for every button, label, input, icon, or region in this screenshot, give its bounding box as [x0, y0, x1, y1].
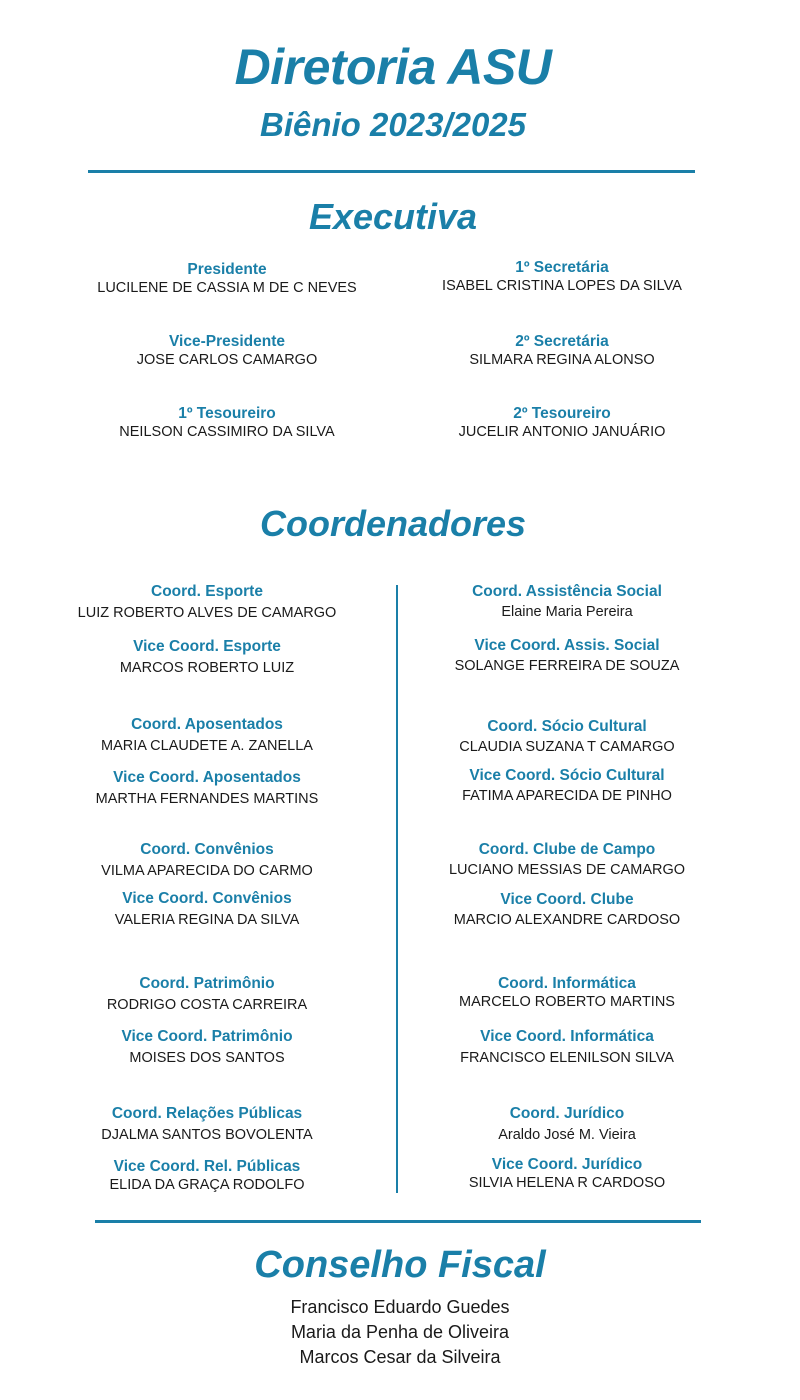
- role-label: Coord. Patrimônio: [139, 975, 275, 992]
- member-name: VILMA APARECIDA DO CARMO: [101, 863, 313, 879]
- coordenador-entry: [397, 582, 737, 622]
- fiscal-member: Marcos Cesar da Silveira: [299, 1347, 501, 1367]
- coordenador-entry: [397, 1104, 737, 1145]
- member-name: MOISES DOS SANTOS: [129, 1050, 285, 1066]
- page-title: Diretoria ASU: [234, 39, 552, 95]
- role-label: Vice Coord. Assis. Social: [474, 637, 660, 654]
- coordenador-entry: [397, 766, 737, 806]
- role-label: Coord. Aposentados: [131, 716, 283, 733]
- coordenador-entry: [37, 1027, 377, 1068]
- member-name: FATIMA APARECIDA DE PINHO: [462, 788, 672, 804]
- page-subtitle: Biênio 2023/2025: [260, 106, 526, 143]
- member-name: LUIZ ROBERTO ALVES DE CAMARGO: [77, 605, 337, 621]
- fiscal-divider: [95, 1220, 701, 1223]
- member-name: LUCIANO MESSIAS DE CAMARGO: [448, 862, 686, 878]
- role-label: Coord. Esporte: [151, 583, 263, 600]
- member-name: VALERIA REGINA DA SILVA: [114, 912, 300, 928]
- coordenador-entry: [37, 715, 377, 756]
- coordenador-entry: [37, 768, 377, 809]
- coordenador-entry: [37, 1157, 377, 1195]
- member-name: RODRIGO COSTA CARREIRA: [106, 997, 308, 1013]
- column-divider: [396, 585, 398, 1193]
- member-name: MARIA CLAUDETE A. ZANELLA: [101, 738, 313, 754]
- role-label: Coord. Clube de Campo: [478, 841, 656, 858]
- role-label: 2º Tesoureiro: [513, 405, 611, 422]
- member-name: MARCOS ROBERTO LUIZ: [119, 660, 295, 676]
- member-name: SILMARA REGINA ALONSO: [469, 352, 655, 368]
- role-label: Coord. Sócio Cultural: [487, 718, 647, 735]
- role-label: 1º Tesoureiro: [178, 405, 276, 422]
- coordenador-entry: [37, 840, 377, 881]
- role-label: Coord. Relações Públicas: [111, 1105, 303, 1122]
- coordenador-entry: [37, 889, 377, 930]
- executiva-entry: [57, 332, 397, 370]
- role-label: 1º Secretária: [515, 259, 609, 276]
- executiva-entry: [392, 332, 732, 370]
- coordenador-entry: [397, 890, 737, 930]
- member-name: ELIDA DA GRAÇA RODOLFO: [109, 1177, 305, 1193]
- coordenador-entry: [37, 637, 377, 678]
- header-divider: [88, 170, 695, 173]
- coordenador-entry: [397, 636, 737, 676]
- role-label: Coord. Informática: [498, 975, 636, 992]
- executiva-entry: [392, 258, 732, 296]
- member-name: MARCIO ALEXANDRE CARDOSO: [453, 912, 681, 928]
- coordenador-entry: [397, 1027, 737, 1068]
- role-label: Vice Coord. Esporte: [133, 638, 281, 655]
- coordenador-entry: [37, 1104, 377, 1145]
- member-name: NEILSON CASSIMIRO DA SILVA: [119, 424, 335, 440]
- role-label: Presidente: [187, 261, 267, 278]
- executiva-title: Executiva: [308, 196, 478, 237]
- role-label: Vice Coord. Clube: [500, 891, 634, 908]
- coordenadores-title: Coordenadores: [259, 503, 527, 544]
- role-label: Vice Coord. Patrimônio: [121, 1028, 293, 1045]
- role-label: Vice-Presidente: [168, 333, 286, 350]
- role-label: Coord. Assistência Social: [472, 583, 662, 600]
- executiva-entry: [57, 404, 397, 442]
- member-name: Elaine Maria Pereira: [501, 604, 633, 620]
- coordenador-entry: [397, 1155, 737, 1193]
- fiscal-member: Francisco Eduardo Guedes: [290, 1297, 510, 1317]
- member-name: JUCELIR ANTONIO JANUÁRIO: [458, 424, 666, 440]
- member-name: JOSE CARLOS CAMARGO: [136, 352, 318, 368]
- role-label: Vice Coord. Convênios: [122, 890, 292, 907]
- member-name: DJALMA SANTOS BOVOLENTA: [101, 1127, 313, 1143]
- conselho-fiscal-title: Conselho Fiscal: [254, 1244, 546, 1286]
- executiva-entry: [57, 260, 397, 298]
- member-name: Araldo José M. Vieira: [498, 1127, 636, 1143]
- member-name: MARTHA FERNANDES MARTINS: [95, 791, 319, 807]
- coordenador-entry: [397, 717, 737, 757]
- role-label: Vice Coord. Sócio Cultural: [469, 767, 665, 784]
- role-label: Vice Coord. Jurídico: [491, 1156, 643, 1173]
- member-name: MARCELO ROBERTO MARTINS: [459, 994, 675, 1010]
- member-name: FRANCISCO ELENILSON SILVA: [460, 1050, 674, 1066]
- coordenador-entry: [397, 840, 737, 880]
- role-label: Vice Coord. Informática: [480, 1028, 654, 1045]
- member-name: SOLANGE FERREIRA DE SOUZA: [454, 658, 680, 674]
- role-label: Coord. Convênios: [140, 841, 274, 858]
- member-name: ISABEL CRISTINA LOPES DA SILVA: [442, 278, 682, 294]
- coordenador-entry: [37, 582, 377, 623]
- role-label: Vice Coord. Rel. Públicas: [113, 1158, 301, 1175]
- role-label: 2º Secretária: [515, 333, 609, 350]
- coordenador-entry: [397, 974, 737, 1012]
- coordenador-entry: [37, 974, 377, 1015]
- member-name: CLAUDIA SUZANA T CAMARGO: [459, 739, 675, 755]
- role-label: Coord. Jurídico: [509, 1105, 625, 1122]
- role-label: Vice Coord. Aposentados: [113, 769, 301, 786]
- fiscal-member: Maria da Penha de Oliveira: [290, 1322, 510, 1342]
- member-name: LUCILENE DE CASSIA M DE C NEVES: [97, 280, 357, 296]
- executiva-entry: [392, 404, 732, 442]
- member-name: SILVIA HELENA R CARDOSO: [468, 1175, 666, 1191]
